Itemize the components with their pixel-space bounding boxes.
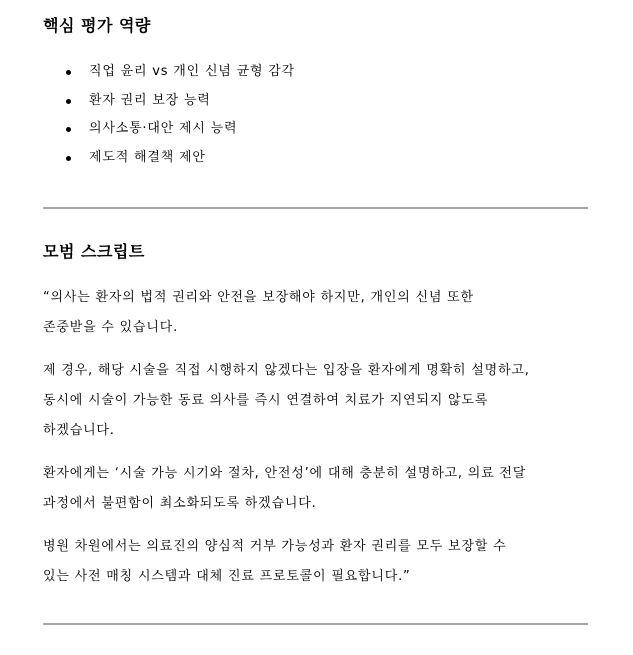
script-paragraph <box>43 356 603 446</box>
script-paragraph <box>43 283 603 343</box>
paragraph-line: 있는 사전 매칭 시스템과 대체 진료 프로토콜이 필요합니다.” <box>43 569 411 584</box>
bullet-icon <box>66 70 71 75</box>
list-item <box>60 148 295 177</box>
divider <box>43 623 588 625</box>
list-item-text: 의사소통·대안 제시 능력 <box>89 121 238 137</box>
paragraph-line: 과정에서 불편함이 최소화되도록 하겠습니다. <box>43 496 317 511</box>
list-item-text: 환자 권리 보장 능력 <box>89 92 211 108</box>
list-item <box>60 91 295 120</box>
paragraph-line: 병원 차원에서는 의료진의 양심적 거부 가능성과 환자 권리를 모두 보장할 수 <box>43 539 507 554</box>
paragraph-line: 하겠습니다. <box>43 423 115 438</box>
list-item-text: 제도적 해결책 제안 <box>89 150 206 166</box>
list-item-text: 직업 윤리 vs 개인 신념 균형 감각 <box>89 64 295 79</box>
paragraph-line: “의사는 환자의 법적 권리와 안전을 보장해야 하지만, 개인의 신념 또한 <box>43 290 474 305</box>
paragraph-line: 제 경우, 해당 시술을 직접 시행하지 않겠다는 입장을 환자에게 명확히 설명하고, <box>43 363 530 378</box>
bullet-icon <box>66 99 71 104</box>
section-heading-script: 모범 스크립트 <box>43 242 145 261</box>
bullet-icon <box>66 156 71 161</box>
paragraph-line: 존중받을 수 있습니다. <box>43 320 179 335</box>
script-paragraph <box>43 459 603 519</box>
section-heading-competencies: 핵심 평가 역량 <box>43 16 151 35</box>
paragraph-line: 환자에게는 ‘시술 가능 시기와 절차, 안전성’에 대해 충분히 설명하고, 의료 전달 <box>43 466 527 481</box>
competency-list <box>60 62 295 177</box>
paragraph-line: 동시에 시술이 가능한 동료 의사를 즉시 연결하여 치료가 지연되지 않도록 <box>43 393 489 408</box>
divider <box>43 207 588 209</box>
list-item <box>60 119 295 148</box>
script-paragraph <box>43 532 603 592</box>
bullet-icon <box>66 127 71 132</box>
list-item <box>60 62 295 91</box>
